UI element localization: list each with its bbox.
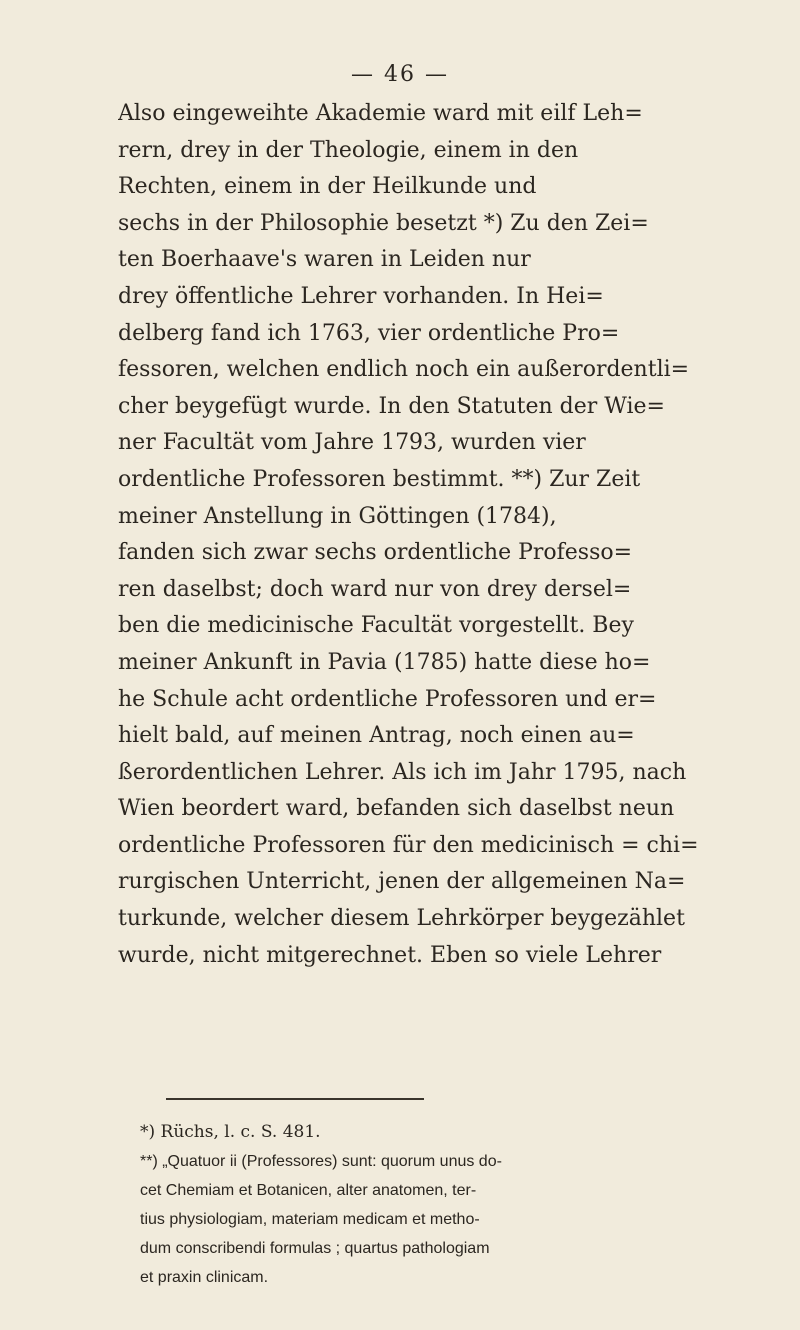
- text-line: ben die medicinische Facultät vorgestellt. Bey: [118, 613, 634, 639]
- footnote-1: *) Rüchs, l. c. S. 481.: [140, 1122, 321, 1142]
- text-line: ordentliche Professoren für den medicinisch = chi=: [118, 832, 699, 858]
- footnote-2-line: **) „Quatuor ii (Professores) sunt: quorum unus do-: [140, 1153, 502, 1170]
- text-line: delberg fand ich 1763, vier ordentliche Pro=: [118, 320, 620, 346]
- text-line: he Schule acht ordentliche Professoren und er=: [118, 686, 657, 712]
- text-line: hielt bald, auf meinen Antrag, noch einen au=: [118, 723, 635, 749]
- text-line: Rechten, einem in der Heilkunde und: [118, 174, 537, 200]
- text-line: rurgischen Unterricht, jenen der allgemeinen Na=: [118, 869, 686, 895]
- text-line: Also eingeweihte Akademie ward mit eilf Leh=: [118, 101, 643, 126]
- text-line: wurde, nicht mitgerechnet. Eben so viele Lehrer: [118, 942, 662, 968]
- text-line: ten Boerhaave's waren in Leiden nur: [118, 247, 531, 273]
- text-line: ßerordentlichen Lehrer. Als ich im Jahr 1795, nach: [118, 759, 687, 785]
- text-line: sechs in der Philosophie besetzt *) Zu den Zei=: [118, 210, 649, 236]
- text-line: fessoren, welchen endlich noch ein außerordentli=: [118, 357, 690, 383]
- text-line: rern, drey in der Theologie, einem in den: [118, 137, 579, 163]
- text-line: meiner Anstellung in Göttingen (1784),: [118, 503, 557, 529]
- text-line: fanden sich zwar sechs ordentliche Professo=: [118, 540, 633, 566]
- footnote-2-line: dum conscribendi formulas ; quartus pathologiam: [140, 1240, 490, 1257]
- footnotes: [140, 1118, 700, 1292]
- footnote-2-line: cet Chemiam et Botanicen, alter anatomen, ter-: [140, 1182, 477, 1199]
- text-line: ordentliche Professoren bestimmt. **) Zur Zeit: [118, 466, 641, 492]
- text-line: Wien beordert ward, befanden sich daselbst neun: [118, 796, 675, 822]
- text-line: drey öffentliche Lehrer vorhanden. In Hei=: [118, 283, 604, 309]
- footnote-2-line: tius physiologiam, materiam medicam et metho-: [140, 1211, 480, 1228]
- footnote-divider: [166, 1098, 424, 1100]
- body-text: [118, 96, 718, 974]
- footnote-2-line: et praxin clinicam.: [140, 1269, 269, 1286]
- text-line: ren daselbst; doch ward nur von drey dersel=: [118, 576, 632, 602]
- text-line: cher beygefügt wurde. In den Statuten der Wie=: [118, 393, 665, 419]
- text-line: turkunde, welcher diesem Lehrkörper beygezählet: [118, 906, 685, 932]
- page-number: — 46 —: [351, 62, 449, 87]
- text-line: ner Facultät vom Jahre 1793, wurden vier: [118, 430, 586, 456]
- text-line: meiner Ankunft in Pavia (1785) hatte diese ho=: [118, 649, 651, 675]
